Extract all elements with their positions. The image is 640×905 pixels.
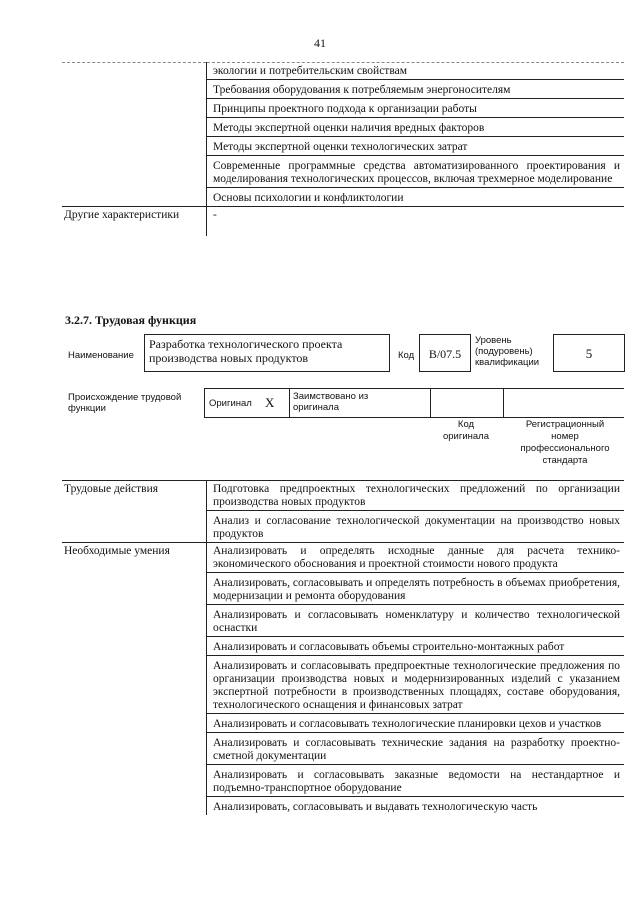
labor-action-item: Анализ и согласование технологической документации на производство новых продуктов	[207, 511, 625, 543]
knowledge-item: Методы экспертной оценки наличия вредных факторов	[207, 118, 625, 137]
knowledge-item: Требования оборудования к потребляемым энергоносителям	[207, 80, 625, 99]
borrowed-label: Заимствовано из оригинала	[293, 391, 369, 413]
function-name-value: Разработка технологического проекта производства новых продуктов	[144, 334, 390, 372]
labor-action-item: Подготовка предпроектных технологических предложений по организации производства новых продуктов	[207, 481, 625, 511]
page-number: 41	[314, 36, 326, 50]
skill-item: Анализировать и определять исходные данные для расчета технико-экономического обоснования и проектной стоимости нового продукта	[207, 543, 625, 573]
skill-item: Анализировать, согласовывать и выдавать технологическую часть	[213, 801, 538, 813]
function-table	[62, 480, 624, 815]
section-title: 3.2.7. Трудовая функция	[65, 313, 197, 327]
code-value: B/07.5	[419, 334, 471, 372]
skill-item: Анализировать и согласовывать заказные ведомости на нестандартное и подъемно-транспортное оборудование	[207, 765, 625, 797]
knowledge-item: Современные программные средства автоматизированного проектирования и моделирования технологических процессов, включая трехмерное моделирование	[207, 156, 625, 188]
labor-actions-label: Трудовые действия	[62, 481, 207, 543]
knowledge-item: экологии и потребительским свойствам	[207, 63, 625, 80]
skill-item: Анализировать, согласовывать и определять потребность в объемах приобретения, модернизации и ремонта оборудования	[207, 573, 625, 605]
code-original-caption: Код оригинала	[442, 419, 489, 442]
knowledge-item: Принципы проектного подхода к организации работы	[207, 99, 625, 118]
original-label: Оригинал	[209, 398, 252, 409]
knowledge-item: Основы психологии и конфликтологии	[213, 192, 404, 204]
level-label: Уровень (подуровень) квалификации	[475, 335, 540, 368]
knowledge-left-cell	[62, 63, 207, 207]
skill-item: Анализировать и согласовывать предпроектные технологические предложения по организации производства новых и модернизированных изделий с указанием экспертной потребности в производственных площадях, составе оборудования, технологического оснащения и финансовых затрат	[207, 656, 625, 714]
page-bottom-edge	[0, 897, 640, 905]
knowledge-table	[62, 62, 624, 236]
origin-label: Происхождение трудовой функции	[68, 392, 182, 414]
name-label: Наименование	[68, 350, 134, 361]
code-label: Код	[398, 350, 415, 361]
original-mark: X	[265, 395, 275, 410]
knowledge-item: Методы экспертной оценки технологических затрат	[207, 137, 625, 156]
skill-item: Анализировать и согласовывать технологические планировки цехов и участков	[207, 714, 625, 733]
other-characteristics-value: -	[207, 207, 625, 237]
level-value: 5	[553, 334, 625, 372]
skill-item: Анализировать и согласовывать технические задания на разработку проектно-сметной документации	[207, 733, 625, 765]
skill-item: Анализировать и согласовывать объемы строительно-монтажных работ	[207, 637, 625, 656]
reg-number-caption: Регистрационный номер профессионального стандарта	[520, 419, 610, 466]
other-characteristics-label: Другие характеристики	[62, 207, 207, 237]
required-skills-label: Необходимые умения	[62, 543, 207, 816]
skill-item: Анализировать и согласовывать номенклатуру и количество технологической оснастки	[207, 605, 625, 637]
